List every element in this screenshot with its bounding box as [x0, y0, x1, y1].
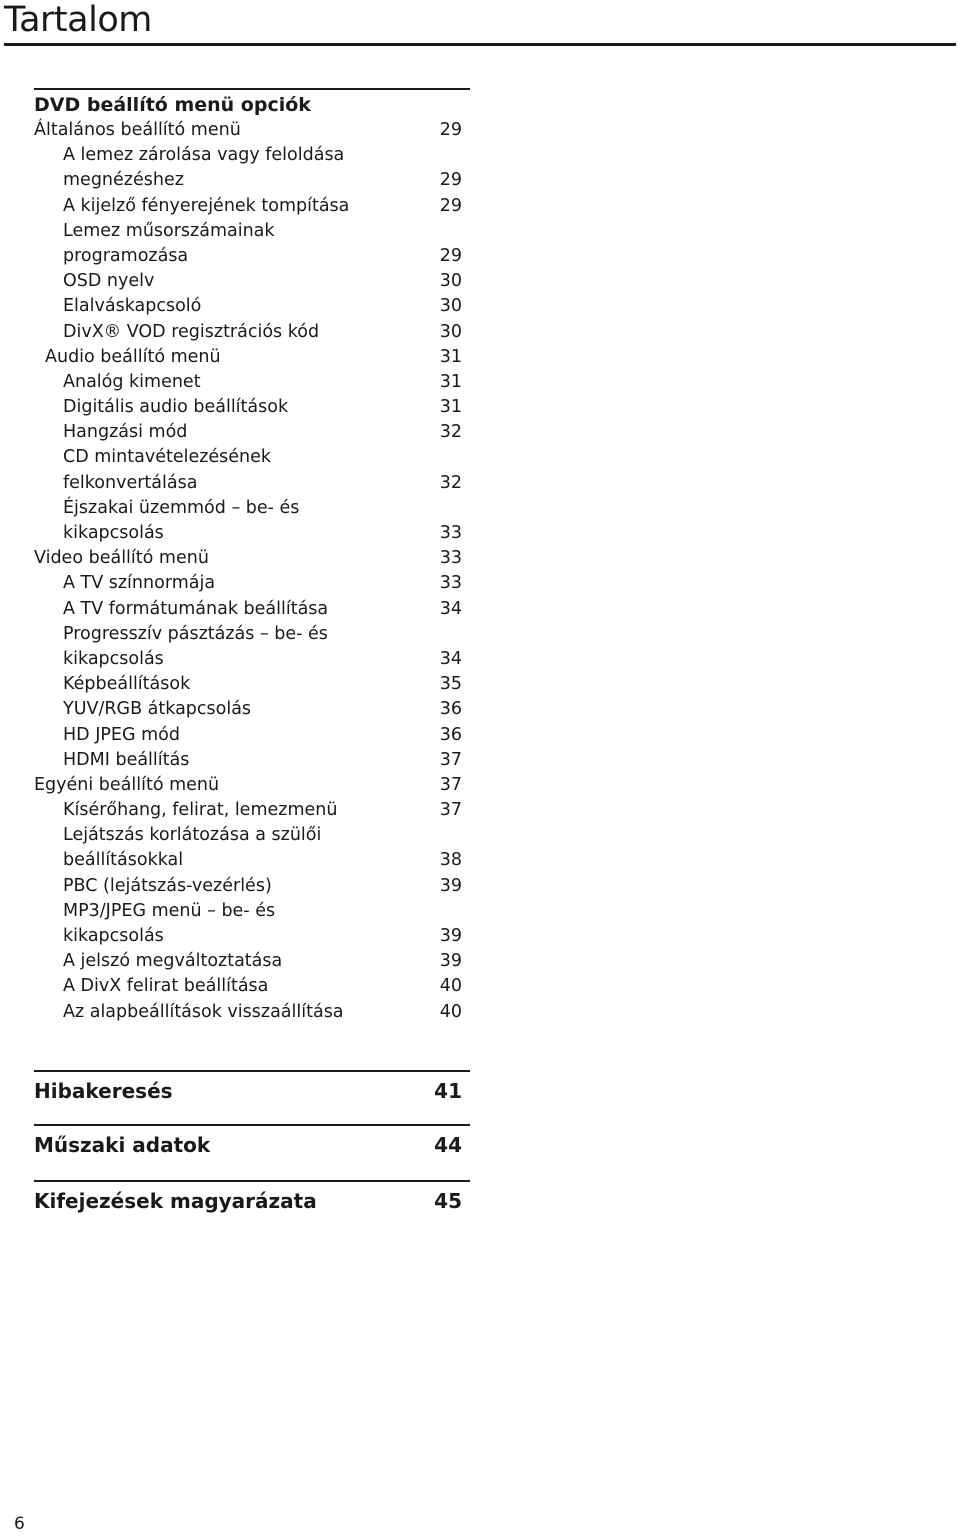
toc-entry-label: Hibakeresés [34, 1079, 173, 1103]
toc-entry-glossary[interactable] [34, 1180, 470, 1222]
toc-row[interactable] [34, 571, 470, 596]
toc-row[interactable] [34, 118, 470, 143]
toc-row-label: Az alapbeállítások visszaállítása [63, 1001, 344, 1022]
toc-row[interactable] [34, 546, 470, 571]
page-number: 6 [14, 1514, 25, 1534]
toc-row-page: 40 [439, 1001, 462, 1022]
toc-row[interactable] [34, 848, 470, 873]
toc-row[interactable] [34, 168, 470, 193]
toc-row-page: 34 [439, 648, 462, 669]
toc-row-page: 31 [439, 397, 462, 418]
toc-row[interactable] [34, 899, 470, 924]
toc-row[interactable] [34, 647, 470, 672]
toc-section-dvd-setup [34, 88, 470, 1025]
toc-row-label: Elalváskapcsoló [63, 296, 202, 317]
toc-row-label: Képbeállítások [63, 674, 191, 695]
toc-row-label: Progresszív pásztázás – be- és [63, 623, 328, 644]
toc-row-page: 39 [439, 875, 462, 896]
toc-row-label: MP3/JPEG menü – be- és [63, 900, 276, 921]
toc-row-label: Analóg kimenet [63, 371, 201, 392]
toc-row-label: A TV formátumának beállítása [63, 598, 329, 619]
toc-row-label: Lejátszás korlátozása a szülői [63, 825, 322, 846]
toc-row[interactable] [34, 798, 470, 823]
toc-row-page: 34 [439, 598, 462, 619]
toc-row-page: 29 [439, 120, 462, 140]
toc-row-label: Lemez műsorszámainak [63, 220, 275, 241]
toc-row-label: CD mintavételezésének [63, 447, 272, 468]
toc-row-page: 33 [439, 548, 462, 569]
toc-row[interactable] [34, 471, 470, 496]
toc-row-page: 36 [439, 699, 462, 720]
toc-row[interactable] [34, 496, 470, 521]
toc-row-page: 30 [439, 296, 462, 317]
toc-row-label: Éjszakai üzemmód – be- és [63, 497, 300, 518]
toc-row[interactable] [34, 597, 470, 622]
toc-entry-page: 41 [434, 1079, 462, 1103]
toc-row[interactable] [34, 1000, 470, 1025]
toc-row[interactable] [34, 974, 470, 999]
toc-row-page: 30 [439, 271, 462, 292]
toc-row-page: 33 [439, 573, 462, 594]
toc-row-page: 35 [439, 674, 462, 695]
toc-row-page: 32 [439, 422, 462, 443]
toc-entry-page: 44 [434, 1133, 462, 1157]
toc-row-label: A jelszó megváltoztatása [63, 951, 283, 972]
toc-row-label: Hangzási mód [63, 422, 188, 443]
toc-row[interactable] [34, 194, 470, 219]
toc-row-page: 29 [439, 195, 462, 216]
toc-row[interactable] [34, 773, 470, 798]
toc-rows [34, 118, 470, 1025]
toc-row[interactable] [34, 420, 470, 445]
toc-row[interactable] [34, 697, 470, 722]
toc-row[interactable] [34, 874, 470, 899]
toc-row-label: DivX® VOD regisztrációs kód [63, 321, 320, 342]
toc-row[interactable] [34, 672, 470, 697]
toc-row[interactable] [34, 320, 470, 345]
toc-row-page: 31 [439, 371, 462, 392]
toc-row[interactable] [34, 244, 470, 269]
toc-row-label: Video beállító menü [34, 548, 209, 569]
toc-entry-page: 45 [434, 1189, 462, 1213]
toc-entry-label: Kifejezések magyarázata [34, 1189, 317, 1213]
toc-row-label: A kijelző fényerejének tompítása [63, 195, 350, 216]
toc-row-label: Egyéni beállító menü [34, 774, 220, 795]
toc-row-label: A DivX felirat beállítása [63, 976, 269, 997]
toc-row-label: beállításokkal [63, 850, 184, 871]
toc-row[interactable] [34, 219, 470, 244]
toc-row-label: felkonvertálása [63, 472, 198, 493]
toc-row[interactable] [34, 345, 470, 370]
toc-row-page: 31 [439, 346, 462, 367]
toc-row-page: 29 [439, 170, 462, 191]
toc-row[interactable] [34, 949, 470, 974]
toc-row[interactable] [34, 445, 470, 470]
toc-row-page: 38 [439, 850, 462, 871]
toc-row-page: 36 [439, 724, 462, 745]
toc-row-page: 37 [439, 800, 462, 821]
toc-row-label: Audio beállító menü [45, 346, 221, 367]
page-title: Tartalom [4, 0, 152, 40]
toc-row-label: YUV/RGB átkapcsolás [63, 699, 252, 720]
toc-row-label: Digitális audio beállítások [63, 397, 289, 418]
toc-row-label: HDMI beállítás [63, 749, 190, 770]
toc-row[interactable] [34, 748, 470, 773]
toc-entry-troubleshooting[interactable] [34, 1070, 470, 1112]
toc-row[interactable] [34, 924, 470, 949]
toc-row-page: 33 [439, 523, 462, 543]
toc-row-label: kikapcsolás [63, 648, 164, 669]
toc-row[interactable] [34, 143, 470, 168]
toc-row[interactable] [34, 395, 470, 420]
title-rule [4, 43, 956, 46]
toc-row-page: 40 [439, 976, 462, 997]
toc-row-page: 37 [439, 774, 462, 795]
toc-row-page: 29 [439, 245, 462, 266]
toc-row[interactable] [34, 370, 470, 395]
toc-row-label: programozása [63, 245, 189, 266]
toc-row-page: 39 [439, 951, 462, 972]
toc-row-page: 30 [439, 321, 462, 342]
toc-row-label: PBC (lejátszás-vezérlés) [63, 875, 272, 896]
toc-row[interactable] [34, 823, 470, 848]
toc-row-label: Általános beállító menü [34, 120, 241, 140]
toc-entry-label: Műszaki adatok [34, 1133, 211, 1157]
toc-row-page: 39 [439, 926, 462, 946]
toc-row-page: 32 [439, 472, 462, 493]
toc-row-label: Kísérőhang, felirat, lemezmenü [63, 800, 338, 821]
toc-row-label: kikapcsolás [63, 926, 164, 946]
toc-row[interactable] [34, 723, 470, 748]
toc-row[interactable] [34, 521, 470, 546]
toc-row[interactable] [34, 269, 470, 294]
toc-row-label: A lemez zárolása vagy feloldása [63, 145, 345, 166]
toc-row-label: megnézéshez [63, 170, 184, 191]
toc-row[interactable] [34, 294, 470, 319]
toc-row-label: OSD nyelv [63, 271, 155, 292]
toc-row-page: 37 [439, 749, 462, 770]
toc-row-label: HD JPEG mód [63, 724, 180, 745]
section-header: DVD beállító menü opciók [34, 94, 311, 116]
toc-row-label: A TV színnormája [63, 573, 216, 594]
toc-row-label: kikapcsolás [63, 523, 164, 543]
toc-entry-specifications[interactable] [34, 1124, 470, 1166]
toc-row[interactable] [34, 622, 470, 647]
